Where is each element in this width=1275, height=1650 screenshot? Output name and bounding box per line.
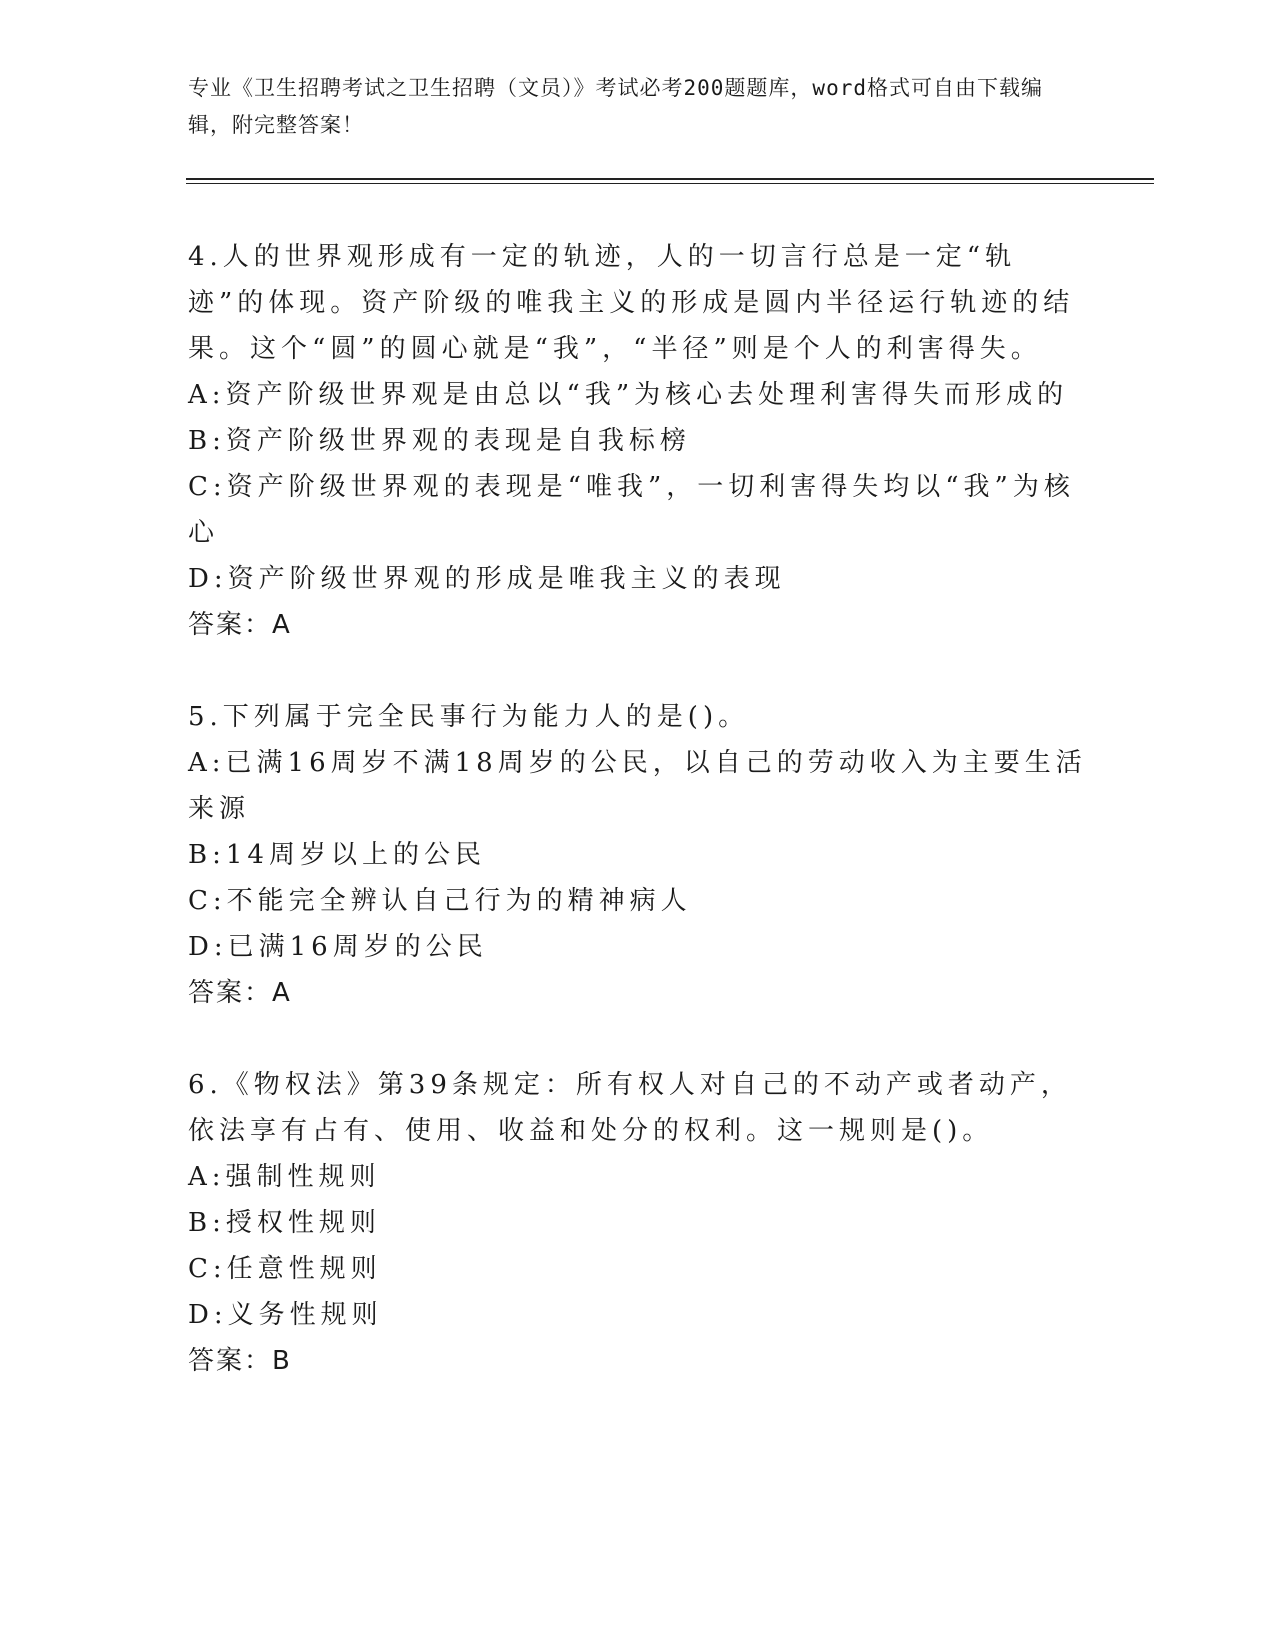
option-c: C:任意性规则 <box>188 1254 382 1284</box>
question-5 <box>188 694 1088 1016</box>
question-stem: 6.《物权法》第39条规定：所有权人对自己的不动产或者动产，依法享有占有、使用、收益和处分的权利。这一规则是()。 <box>188 1070 1072 1146</box>
option-c: C:资产阶级世界观的表现是“唯我”，一切利害得失均以“我”为核心 <box>188 472 1075 548</box>
option-d: D:资产阶级世界观的形成是唯我主义的表现 <box>188 564 786 594</box>
option-a: A:已满16周岁不满18周岁的公民，以自己的劳动收入为主要生活来源 <box>188 748 1087 824</box>
question-4 <box>188 234 1088 648</box>
question-stem: 4.人的世界观形成有一定的轨迹，人的一切言行总是一定“轨迹”的体现。资产阶级的唯我主义的形成是圆内半径运行轨迹的结果。这个“圆”的圆心就是“我”，“半径”则是个人的利害得失。 <box>188 242 1075 364</box>
question-stem: 5.下列属于完全民事行为能力人的是()。 <box>188 702 750 732</box>
option-b: B:14周岁以上的公民 <box>188 840 486 870</box>
option-d: D:义务性规则 <box>188 1300 383 1330</box>
option-a: A:资产阶级世界观是由总以“我”为核心去处理利害得失而形成的 <box>188 380 1069 410</box>
answer-label: 答案：A <box>188 610 292 640</box>
document-header <box>188 70 1078 144</box>
option-b: B:授权性规则 <box>188 1208 381 1238</box>
option-d: D:已满16周岁的公民 <box>188 932 488 962</box>
answer-label: 答案：B <box>188 1346 292 1376</box>
header-divider-thick <box>186 178 1154 180</box>
option-a: A:强制性规则 <box>188 1162 381 1192</box>
answer-label: 答案：A <box>188 978 292 1008</box>
question-list <box>188 234 1088 1430</box>
option-c: C:不能完全辨认自己行为的精神病人 <box>188 886 692 916</box>
header-divider-thin <box>186 183 1154 184</box>
option-b: B:资产阶级世界观的表现是自我标榜 <box>188 426 691 456</box>
question-6 <box>188 1062 1088 1384</box>
header-intro-text: 专业《卫生招聘考试之卫生招聘（文员）》考试必考200题题库，word格式可自由下载编辑，附完整答案！ <box>188 76 1043 137</box>
